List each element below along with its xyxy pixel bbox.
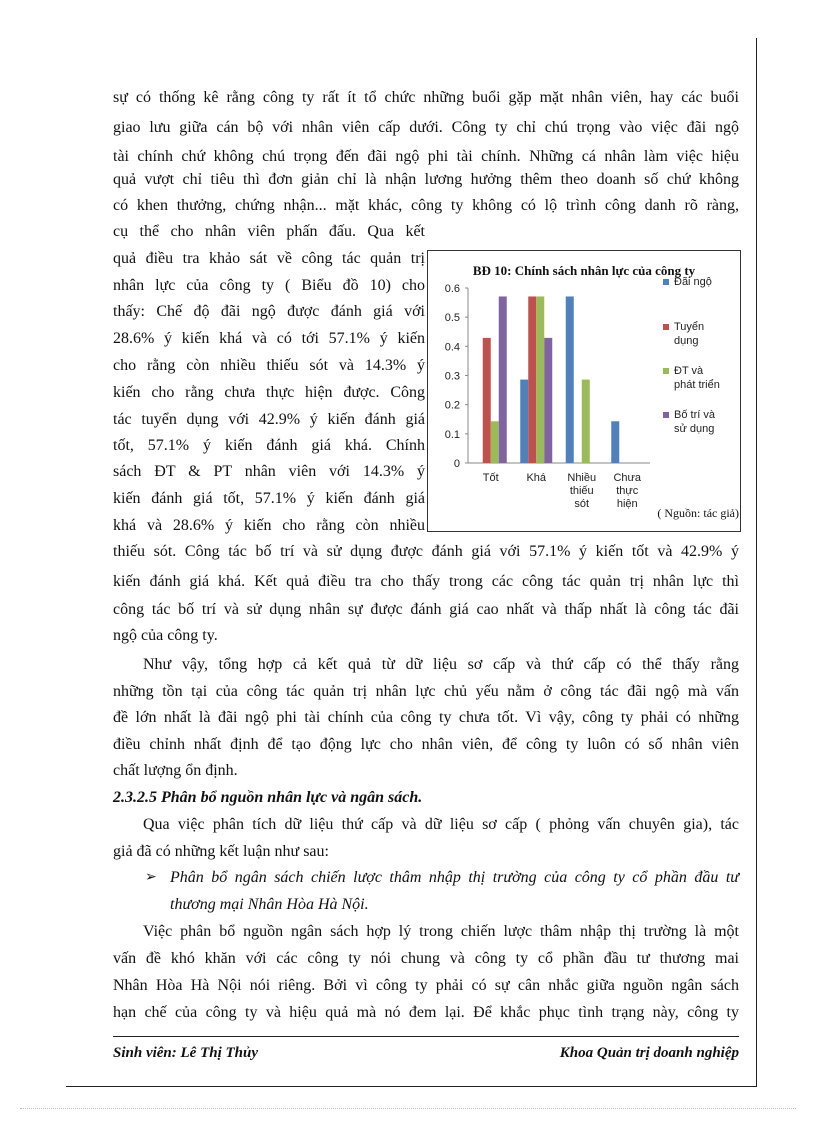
text-line: giả đã có những kết luận như sau: (113, 843, 329, 860)
text-line: Nhân Hòa Hà Nội nói riêng. Bởi vì công ty phải có sự cân nhắc giữa nguồn ngân sách (113, 977, 739, 994)
text-line: vấn đề khó khăn với các công ty nói chung và công ty cổ phần đầu tư thương mai (113, 950, 739, 967)
y-tick-label: 0.3 (444, 370, 460, 383)
text-line: Như vậy, tổng hợp cả kết quả từ dữ liệu sơ cấp và thứ cấp có thể thấy rằng (143, 656, 739, 673)
footer-student: Sinh viên: Lê Thị Thủy (113, 1045, 259, 1061)
text-line: Qua việc phân tích dữ liệu thứ cấp và dữ liệu sơ cấp ( phỏng vấn chuyên gia), tác (143, 816, 739, 833)
bar (491, 421, 499, 463)
legend-swatch (663, 324, 669, 330)
text-line: kiến đánh giá tốt, 57.1% ý kiến đánh giá (113, 490, 425, 507)
legend-label: Bố trí và sử dụng (674, 409, 715, 435)
text-line: quả điều tra khảo sát về công tác quản trị (113, 250, 425, 267)
text-line: kiến đánh giá khá. Kết quả điều tra cho thấy trong các công tác quản trị nhân lực thì (113, 573, 739, 590)
text-line: đề lớn nhất là đãi ngộ phi tài chính của công ty chưa tốt. Vì vậy, công ty phải có những (113, 709, 739, 726)
text-line: công tác bố trí và sử dụng nhân sự được đánh giá cao nhất và thấp nhất là công tác đãi (113, 601, 739, 618)
text-line: những tồn tại của công tác quản trị nhân lực chủ yếu nằm ở công tác đãi ngộ mà vấn (113, 683, 739, 700)
legend-label: Đãi ngộ (674, 276, 712, 288)
chart-title: BĐ 10: Chính sách nhân lực của công ty (472, 263, 696, 278)
text-line: giao lưu giữa cán bộ với nhân viên cấp dưới. Công ty chỉ chú trọng vào việc đãi ngộ (113, 119, 739, 136)
text-line: cho rằng còn nhiều thiếu sót và 14.3% ý (113, 357, 425, 374)
y-tick-label: 0.1 (444, 428, 460, 441)
bar (611, 421, 619, 463)
bar (582, 380, 590, 463)
text-line: chất lượng ổn định. (113, 762, 238, 779)
text-line: khá và 28.6% ý kiến cho rằng còn nhiều (113, 517, 425, 534)
section-heading: 2.3.2.5 Phân bổ nguồn nhân lực và ngân sách. (113, 789, 423, 806)
bar (499, 296, 507, 463)
y-tick-label: 0.4 (444, 341, 460, 354)
bar (566, 296, 574, 463)
footer-faculty: Khoa Quản trị doanh nghiệp (559, 1045, 739, 1061)
x-tick-label: Tốt (482, 472, 499, 484)
bar (544, 338, 552, 463)
text-line: thiếu sót. Công tác bố trí và sử dụng được đánh giá với 57.1% ý kiến tốt và 42.9% ý (113, 543, 739, 560)
bullet-text-line: Phân bổ ngân sách chiến lược thâm nhập thị trường của công ty cổ phần đầu tư (170, 869, 739, 886)
legend-swatch (663, 368, 669, 374)
text-line: cụ thể cho nhân viên phấn đấu. Qua kết (113, 223, 425, 240)
text-line: điều chỉnh nhất định để tạo động lực cho nhân viên, để công ty luôn có số nhân viên (113, 736, 739, 753)
page-edge-divider (20, 1108, 796, 1109)
text-line: tốt, 57.1% ý kiến đánh giá khá. Chính (113, 437, 425, 454)
text-line: Việc phân bổ nguồn ngân sách hợp lý trong chiến lược thâm nhập thị trường là một (143, 923, 739, 940)
bar (520, 380, 528, 463)
y-tick-label: 0.2 (444, 399, 460, 412)
source-note: ( Nguồn: tác giả) (657, 506, 739, 520)
legend-label: Tuyển dụng (674, 321, 705, 347)
arrow-bullet-icon: ➢ (145, 870, 157, 885)
text-line: thấy: Chế độ đãi ngộ được đánh giá với (113, 303, 425, 320)
x-tick-label: Chưa thực hiện (613, 472, 642, 510)
text-line: tác tuyển dụng với 42.9% ý kiến đánh giá (113, 411, 425, 428)
text-line: có khen thưởng, chứng nhận... mặt khác, công ty không có lộ trình công danh rõ ràng, (113, 197, 739, 214)
legend-label: ĐT và phát triển (674, 365, 720, 391)
bar (483, 338, 491, 463)
x-tick-label: Khá (526, 472, 547, 484)
bullet-text-line: thương mại Nhân Hòa Hà Nội. (170, 896, 369, 913)
bar (536, 296, 544, 463)
text-line: ngộ của công ty. (113, 627, 218, 644)
legend-swatch (663, 412, 669, 418)
text-line: tài chính chứ không chú trọng đến đãi ngộ phi tài chính. Những cá nhân làm việc hiệu (113, 148, 739, 165)
chart-container (427, 250, 741, 532)
y-tick-label: 0.6 (444, 283, 460, 295)
footer-divider (113, 1036, 739, 1037)
bar (528, 296, 536, 463)
legend-swatch (663, 279, 669, 285)
text-line: quả vượt chỉ tiêu thì đơn giản chỉ là nhận lương hưởng thêm theo doanh số chứ không (113, 171, 739, 188)
x-tick-label: Nhiều thiếu sót (567, 472, 597, 510)
text-line: sách ĐT & PT nhân viên với 14.3% ý (113, 463, 425, 480)
text-line: hạn chế của công ty và hiệu quả mà nó đem lại. Để khắc phục tình trạng này, công ty (113, 1004, 739, 1021)
text-line: kiến cho rằng chưa thực hiện được. Công (113, 384, 425, 401)
text-line: sự có thống kê rằng công ty rất ít tổ chức những buổi gặp mặt nhân viên, hay các buổi (113, 89, 739, 106)
bar-chart (428, 251, 740, 531)
y-tick-label: 0 (453, 458, 460, 470)
text-line: nhân lực của công ty ( Biểu đồ 10) cho (113, 277, 425, 294)
text-line: 28.6% ý kiến khá và có tới 57.1% ý kiến (113, 330, 425, 347)
y-tick-label: 0.5 (444, 312, 460, 325)
